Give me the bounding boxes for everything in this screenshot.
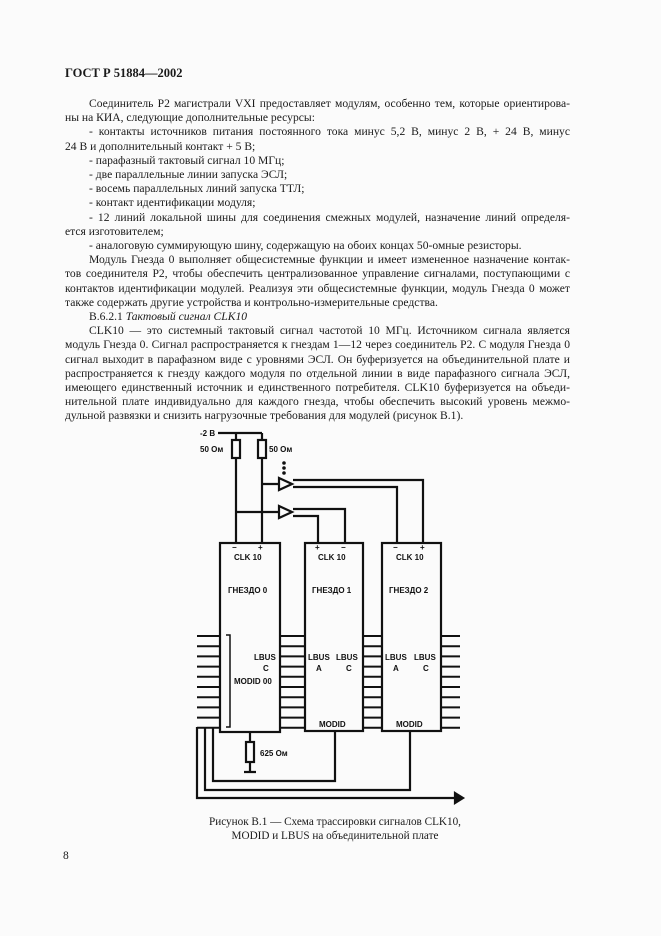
slot-1-label: ГНЕЗДО 1 (312, 586, 352, 595)
svg-text:LBUS: LBUS (308, 653, 330, 662)
document-header: ГОСТ Р 51884—2002 (65, 66, 183, 80)
page-number: 8 (63, 850, 69, 862)
buffer-2 (236, 506, 292, 518)
svg-text:−: − (341, 543, 346, 552)
text-line-content: - восемь параллельных линий запуска ТТЛ; (89, 182, 305, 196)
text-line-content: - контакты источников питания постоянного тока минус 5,2 В, минус 2 В, + 24 В, минус (89, 125, 570, 139)
svg-text:C: C (346, 664, 352, 673)
svg-text:MODID: MODID (319, 720, 346, 729)
svg-text:−: − (393, 543, 398, 552)
r1-label: 50 Ом (200, 445, 224, 454)
text-line-content: - контакт идентификации модуля; (89, 196, 256, 210)
slot-0-label: ГНЕЗДО 0 (228, 586, 268, 595)
slot-2-box (382, 543, 441, 731)
text-line-content: Модуль Гнезда 0 выполняет общесистемные функции и имеет измененное назначение контак- (89, 253, 570, 267)
svg-text:LBUS: LBUS (336, 653, 358, 662)
text-line-content: Соединитель Р2 магистрали VXI предоставляет модулям, особенно тем, которые ориентирова- (89, 97, 570, 110)
figure-caption: Рисунок В.1 — Схема трассировки сигналов CLK10, MODID и LBUS на объединительной плате (209, 816, 461, 842)
svg-text:C: C (263, 664, 269, 673)
text-line-content: В.6.2.1 (89, 310, 123, 323)
text-line-content: распространяется к гнезду каждого модуля по отдельной линии в виде парафазного сигнала ЭСЛ, (65, 366, 570, 380)
text-line-content: сигнал выходит в парафазном виде с уровнями ЭСЛ. Он буферизуется на объединительной плате и (65, 352, 570, 366)
text-line-content: - две параллельные линии запуска ЭСЛ; (89, 168, 288, 181)
svg-text:+: + (258, 543, 263, 552)
slot-2-clk-label: CLK 10 (396, 553, 424, 562)
svg-text:MODID: MODID (396, 720, 423, 729)
text-line-content: также содержать другие устройства и контрольно-измерительные средства. (65, 295, 438, 309)
slot-0-clk-label: CLK 10 (234, 553, 262, 562)
slot-1-box (305, 543, 363, 731)
svg-text:LBUS: LBUS (385, 653, 407, 662)
svg-text:LBUS: LBUS (414, 653, 436, 662)
resistor-r2 (258, 440, 266, 458)
modid-out-wire (197, 727, 458, 798)
arrow-icon (455, 793, 463, 803)
slot-1-clk-label: CLK 10 (318, 553, 346, 562)
buffer-1-outputs (293, 480, 423, 543)
buffer-2-outputs (293, 509, 345, 543)
text-line-content: имеющего единственный источник и единственного потребителя. CLK10 буферизуется на объеди- (65, 381, 570, 394)
r3-label: 625 Ом (260, 749, 288, 758)
text-line-content: - парафазный тактовый сигнал 10 МГц; (89, 153, 285, 167)
buffer-1 (262, 478, 292, 490)
r2-label: 50 Ом (269, 445, 293, 454)
svg-text:−: − (232, 543, 237, 552)
svg-text:A: A (393, 664, 399, 673)
text-line-content: ется изготовителем; (65, 224, 164, 238)
section-title: Тактовый сигнал CLK10 (125, 310, 248, 323)
text-line-content: нительной плате индивидуально для каждого гнезда, чтобы обеспечить высокий уровень межмо- (65, 395, 570, 409)
resistor-r1 (232, 440, 240, 458)
text-line-content: модуль Гнезда 0. Сигнал распространяется к гнездам 1—12 через соединитель Р2. С модуля Гнезда 0 (65, 338, 570, 352)
slot-0-box (220, 543, 280, 732)
svg-text:LBUS: LBUS (254, 653, 276, 662)
text-line-content: дульной развязки и снизить нагрузочные требования для модулей (рисунок В.1). (65, 409, 464, 423)
text-line-content: контактов идентификации модулей. Реализуя эти общесистемные функции, модуль Гнезда 0 может (65, 281, 570, 295)
continuation-dots (282, 461, 286, 475)
resistor-r3 (246, 742, 254, 762)
svg-text:+: + (420, 543, 425, 552)
text-line-content: ны на КИА, следующие дополнительные ресурсы: (65, 111, 315, 125)
svg-text:C: C (423, 664, 429, 673)
supply-label: -2 В (200, 429, 216, 438)
text-line-content: CLK10 — это системный тактовый сигнал частотой 10 МГц. Источником сигнала является (89, 324, 570, 338)
modid00-label: MODID 00 (234, 677, 272, 686)
text-line-content: - 12 линий локальной шины для соединения смежных модулей, назначение линий определя- (89, 210, 570, 224)
svg-text:A: A (316, 664, 322, 673)
text-line-content: тов соединителя Р2, чтобы обеспечить централизованное управление сигналами, поступающими с (65, 267, 570, 281)
text-line-content: 24 В и дополнительный контакт + 5 В; (65, 139, 256, 153)
slot-2-label: ГНЕЗДО 2 (389, 586, 429, 595)
clk-wires (236, 458, 262, 543)
svg-text:+: + (315, 543, 320, 552)
text-line-content: - аналоговую суммирующую шину, содержащую на обоих концах 50-омные резисторы. (89, 239, 522, 252)
